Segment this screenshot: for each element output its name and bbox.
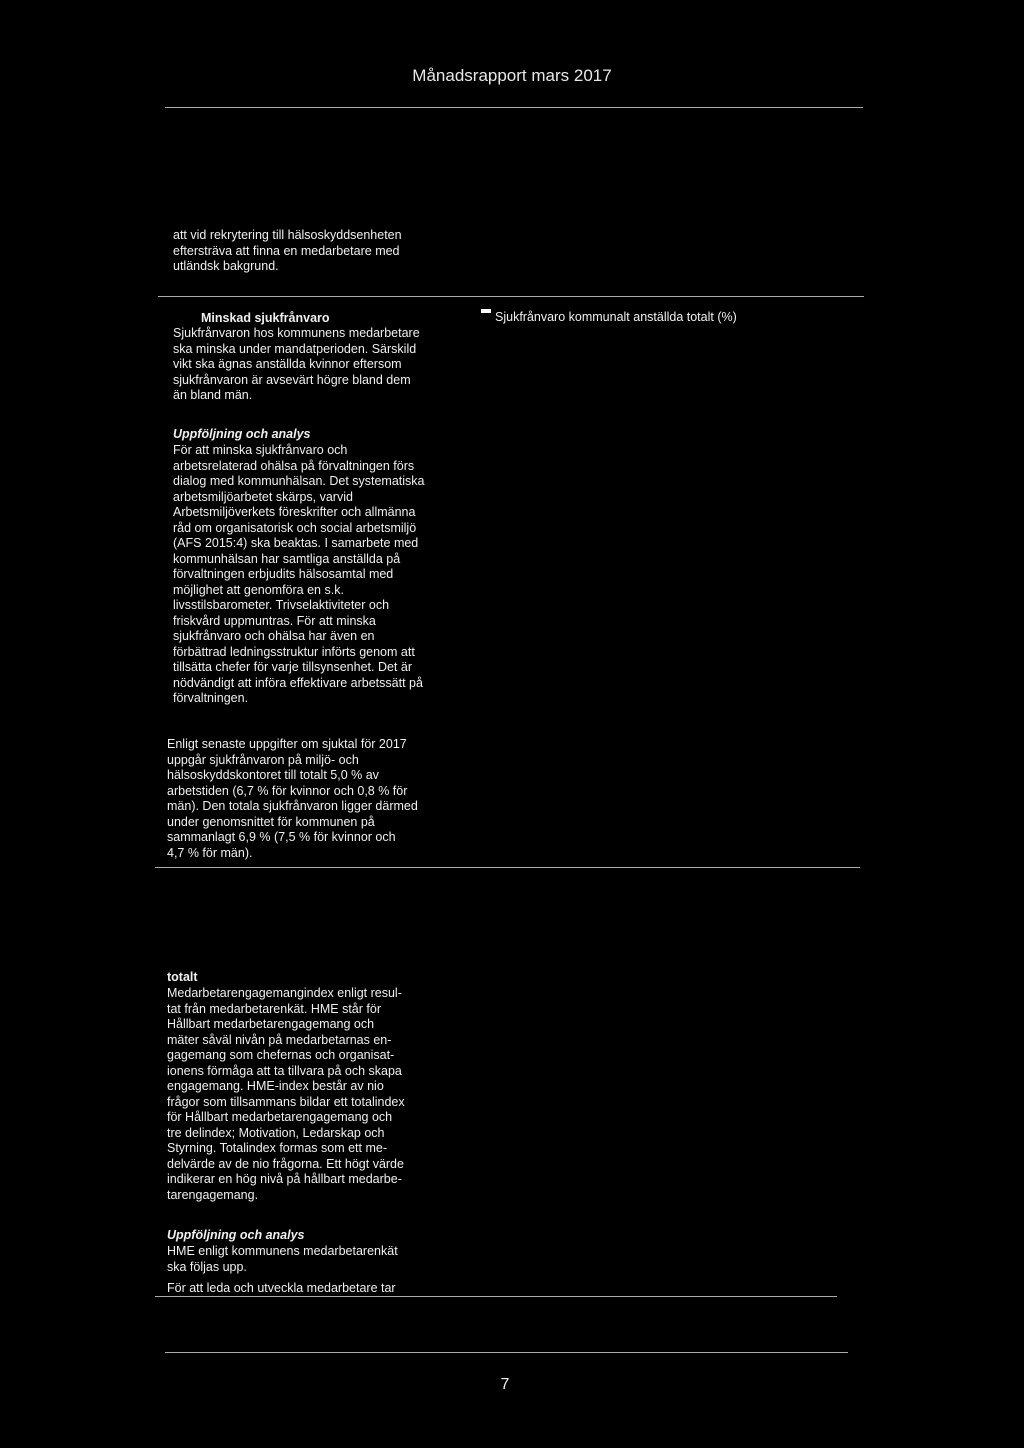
page-number: 7 [500, 1376, 510, 1393]
hme-heading-fragment: totalt [167, 970, 198, 984]
hme-followup-text: HME enligt kommunens medarbetarenkät ska följas upp. [167, 1244, 398, 1274]
sick-leave-followup-heading: Uppföljning och analys [173, 427, 311, 441]
chart-legend-label: Sjukfrånvaro kommunalt anställda totalt (%) [495, 310, 737, 324]
hme-last-line: För att leda och utveckla medarbetare tar [167, 1281, 396, 1295]
sick-leave-heading: Minskad sjukfrånvaro [201, 311, 330, 325]
hme-description-text: Medarbetarengagemangindex enligt resul- tat från medarbetarenkät. HME står för Hållbart medarbetarengagemang och mäter såväl nivån på medarbetarnas en- gagemang som chefernas och organisat- ionens förmåga att ta tillvara på och skapa engagemang. HME-index består av nio frågor som tillsammans bildar ett totalindex för Hållbart medarbetarengagemang och tre delindex; Motivation, Ledarskap och Styrning. Totalindex formas som ett me- delvärde av de nio frågorna. Ett högt värde indikerar en hög nivå på hållbart medarbe- tarengagemang. [167, 986, 405, 1202]
section1-rule [158, 296, 864, 297]
chart-legend-swatch [481, 309, 491, 313]
hme-followup-heading: Uppföljning och analys [167, 1228, 305, 1242]
section1-cutoff-text: att vid rekrytering till hälsoskyddsenheten eftersträva att finna en medarbetare med utländsk bakgrund. [173, 228, 402, 273]
page-header-title: Månadsrapport mars 2017 [412, 66, 612, 85]
sick-leave-followup-text: För att minska sjukfrånvaro och arbetsrelaterad ohälsa på förvaltningen förs dialog med kommunhälsan. Det systematiska arbetsmiljöarbetet skärps, varvid Arbetsmiljöverkets föreskrifter och allmänna råd om organisatorisk och social arbetsmiljö (AFS 2015:4) ska beaktas. I samarbete med kommunhälsan har samtliga anställda på förvaltningen erbjudits hälsosamtal med möjlighet att genomföra en s.k. livsstilsbarometer. Trivselaktiviteter och friskvård uppmuntras. För att minska sjukfrånvaro och ohälsa har även en förbättrad ledningsstruktur införts genom att tillsätta chefer för varje tillsynsenhet. Det är nödvändigt att införa effektivare arbetssätt på förvaltningen. [173, 443, 425, 705]
footer-rule [165, 1352, 848, 1353]
sick-leave-goal-text: Sjukfrånvaron hos kommunens medarbetare ska minska under mandatperioden. Särskild vikt ska ägnas anställda kvinnor eftersom sjukfrånvaron är avsevärt högre bland dem än bland män. [173, 326, 420, 402]
section2-rule [155, 867, 860, 868]
header-rule [165, 107, 863, 108]
section3-rule [155, 1296, 837, 1297]
sick-leave-stats-text: Enligt senaste uppgifter om sjuktal för 2017 uppgår sjukfrånvaron på miljö- och hälsoskyddskontoret till totalt 5,0 % av arbetstiden (6,7 % för kvinnor och 0,8 % för män). Den totala sjukfrånvaron ligger därmed under genomsnittet för kommunen på sammanlagt 6,9 % (7,5 % för kvinnor och 4,7 % för män). [167, 737, 418, 860]
